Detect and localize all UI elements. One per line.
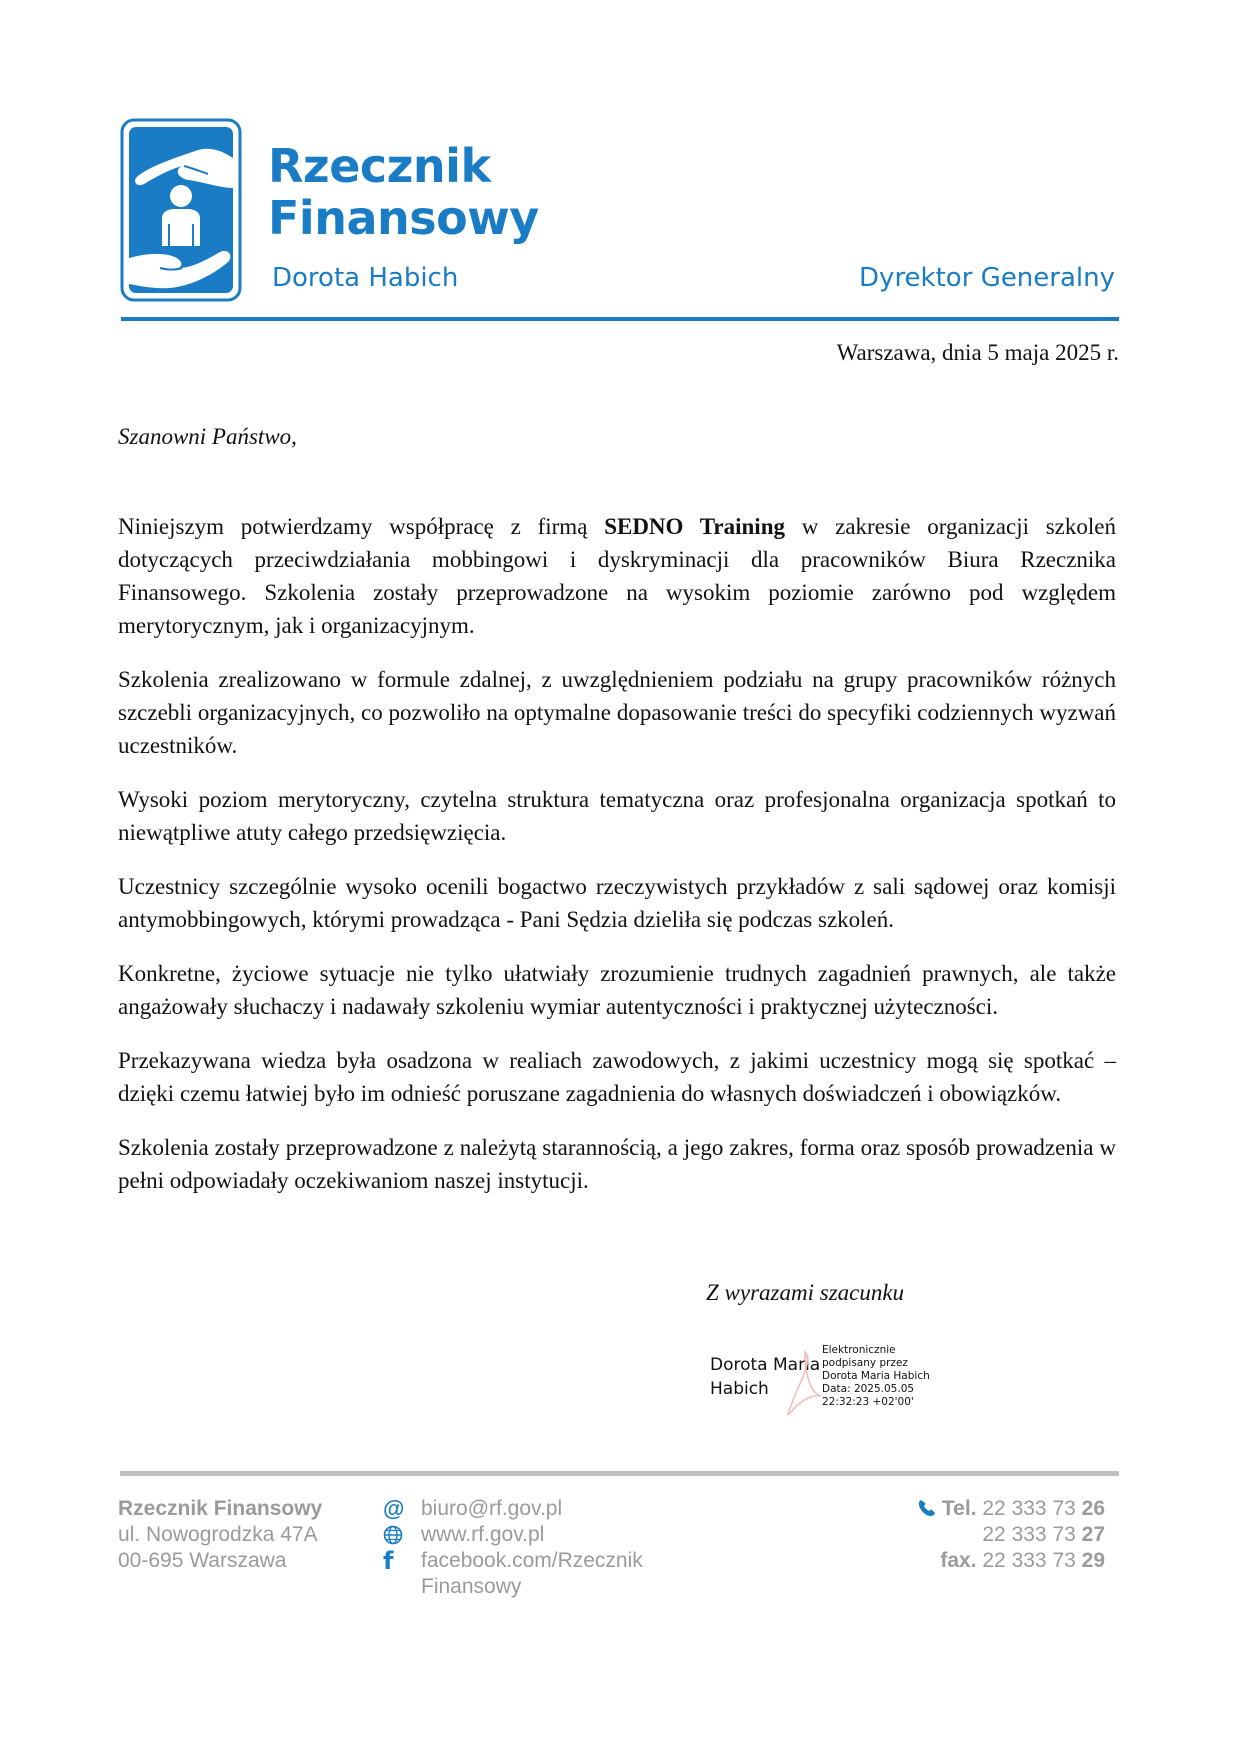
- footer-facebook-link[interactable]: [421, 1548, 643, 1600]
- footer-email-row: [383, 1496, 643, 1522]
- brand-line-2: Finansowy: [268, 191, 539, 245]
- paragraph-text: w zakresie organizacji szkoleń dotyczących przeciwdziałania mobbingowi i dyskryminacji dla pracowników Biura Rzecznika Finansowego. Szkolenia zostały przeprowadzone na wysokim poziomie zarówno pod względem merytorycznym, jak i organizacyjnym.: [118, 514, 1116, 638]
- phone-prefix: 22 333 73: [982, 1523, 1082, 1546]
- company-name: SEDNO Training: [604, 514, 785, 539]
- paragraph: [118, 510, 1116, 642]
- phone-suffix: 27: [1081, 1523, 1105, 1546]
- facebook-line-1: facebook.com/Rzecznik: [421, 1549, 643, 1572]
- footer-address: [118, 1496, 322, 1574]
- footer-website-row: [383, 1522, 643, 1548]
- signature-details: [822, 1344, 930, 1409]
- paragraph: Przekazywana wiedza była osadzona w realiach zawodowych, z jakimi uczestnicy mogą się spotkać – dzięki czemu łatwiej było im odnieść poruszane zagadnienia do własnych doświadczeń i obowiązków.: [118, 1048, 1116, 1106]
- phone-icon: [918, 1497, 942, 1520]
- letter-body: [118, 510, 1116, 1218]
- acrobat-signature-icon: [783, 1350, 823, 1420]
- signature-detail-line: Dorota Maria Habich: [822, 1370, 930, 1382]
- footer-facebook-row: [383, 1548, 643, 1600]
- fax-suffix: 29: [1081, 1549, 1105, 1572]
- rf-logo: [120, 118, 242, 302]
- brand-line-1: Rzecznik: [268, 139, 491, 193]
- paragraph: Uczestnicy szczególnie wysoko ocenili bogactwo rzeczywistych przykładów z sali sądowej oraz komisji antymobbingowych, którymi prowadząca - Pani Sędzia dzieliła się podczas szkoleń.: [118, 874, 1116, 932]
- signature-detail-line: podpisany przez: [822, 1357, 908, 1369]
- letter-date: Warszawa, dnia 5 maja 2025 r.: [836, 340, 1119, 365]
- phone-row: [918, 1522, 1105, 1548]
- header-divider: [121, 317, 1119, 321]
- signature-name-line-2: Habich: [710, 1379, 769, 1399]
- director-role: Dyrektor Generalny: [859, 263, 1115, 293]
- footer-contact: [383, 1496, 643, 1600]
- facebook-icon: f: [383, 1547, 394, 1575]
- at-sign-icon: @: [383, 1496, 405, 1521]
- footer-org-name: Rzecznik Finansowy: [118, 1497, 323, 1520]
- salutation: Szanowni Państwo,: [118, 424, 297, 449]
- director-name: Dorota Habich: [272, 263, 459, 293]
- brand-title: [268, 140, 539, 244]
- phone-row: [918, 1496, 1105, 1522]
- protecting-hands-person-icon: [120, 118, 242, 302]
- paragraph: Szkolenia zrealizowano w formule zdalnej, z uwzględnieniem podziału na grupy pracowników różnych szczebli organizacyjnych, co pozwoliło na optymalne dopasowanie treści do specyfiki codziennych wyzwań uczestników.: [118, 667, 1116, 758]
- signature-detail-line: Elektronicznie: [822, 1344, 896, 1356]
- paragraph-text: Niniejszym potwierdzamy współpracę z firmą: [118, 514, 605, 539]
- signature-detail-line: 22:32:23 +02'00': [822, 1396, 914, 1408]
- phone-suffix: 26: [1081, 1497, 1105, 1520]
- footer-city: 00-695 Warszawa: [118, 1549, 287, 1572]
- fax-prefix: 22 333 73: [982, 1549, 1082, 1572]
- footer-divider: [120, 1471, 1119, 1476]
- paragraph: Wysoki poziom merytoryczny, czytelna struktura tematyczna oraz profesjonalna organizacja spotkań to niewątpliwe atuty całego przedsięwzięcia.: [118, 787, 1116, 845]
- paragraph: Szkolenia zostały przeprowadzone z należytą starannością, a jego zakres, forma oraz sposób prowadzenia w pełni odpowiadały oczekiwaniom naszej instytucji.: [118, 1135, 1116, 1193]
- tel-label: Tel.: [941, 1497, 977, 1520]
- fax-label: fax.: [940, 1549, 977, 1572]
- fax-row: [918, 1548, 1105, 1574]
- signature-name-line-1: Dorota Maria: [710, 1355, 821, 1375]
- phone-prefix: 22 333 73: [982, 1497, 1082, 1520]
- signature-detail-line: Data: 2025.05.05: [822, 1383, 915, 1395]
- footer-website-link[interactable]: www.rf.gov.pl: [421, 1523, 545, 1546]
- closing: Z wyrazami szacunku: [706, 1280, 905, 1305]
- facebook-line-2: Finansowy: [421, 1575, 522, 1598]
- footer-street: ul. Nowogrodzka 47A: [118, 1523, 318, 1546]
- footer-email-link[interactable]: biuro@rf.gov.pl: [421, 1497, 563, 1520]
- footer-phones: [918, 1496, 1105, 1574]
- paragraph: Konkretne, życiowe sytuacje nie tylko ułatwiały zrozumienie trudnych zagadnień prawnych, ale także angażowały słuchaczy i nadawały szkoleniu wymiar autentyczności i praktycznej użyteczności.: [118, 961, 1116, 1019]
- globe-icon: [383, 1522, 421, 1548]
